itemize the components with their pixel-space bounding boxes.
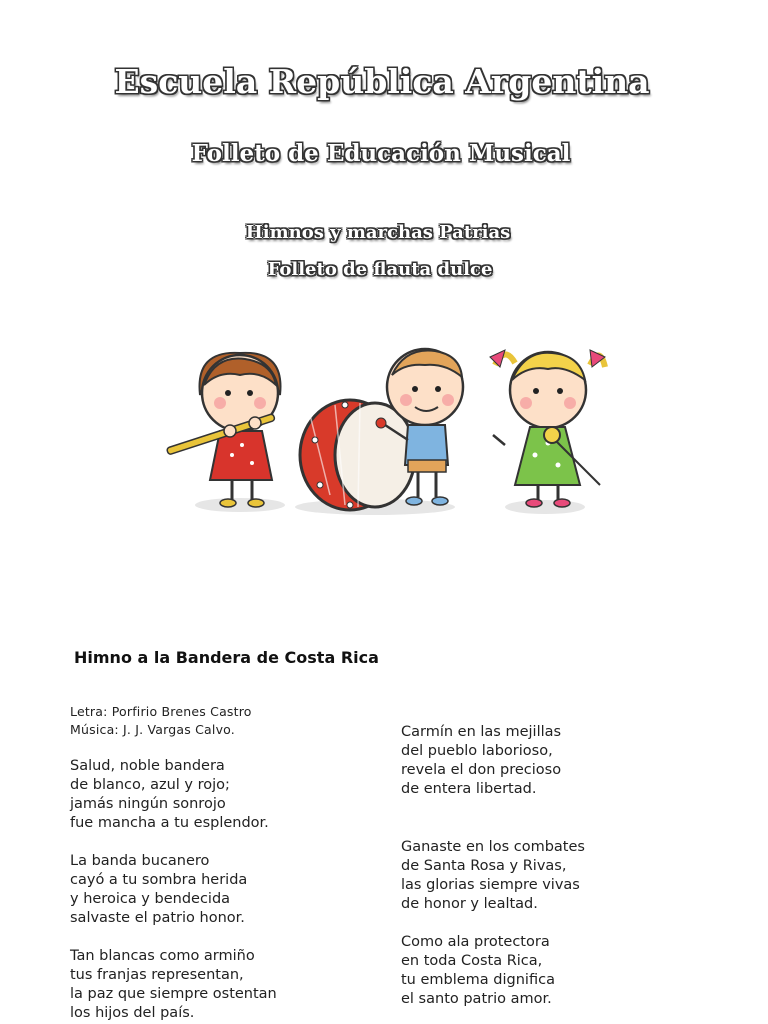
verse-line: de blanco, azul y rojo;: [70, 777, 230, 793]
verse-line: de entera libertad.: [401, 781, 537, 797]
lyrics-credit: Letra: Porfirio Brenes Castro: [70, 704, 252, 719]
verse-line: Tan blancas como armiño: [70, 948, 255, 964]
verse-line: en toda Costa Rica,: [401, 953, 543, 969]
verse-line: de Santa Rosa y Rivas,: [401, 858, 567, 874]
stanza-1: [70, 757, 269, 833]
verse-line: los hijos del país.: [70, 1005, 195, 1021]
girl-singing: [490, 350, 605, 507]
verse-line: del pueblo laborioso,: [401, 743, 553, 759]
verse-line: jamás ningún sonrojo: [70, 796, 226, 812]
verse-line: Ganaste en los combates: [401, 839, 585, 855]
stanza-2: [70, 852, 247, 928]
stanza-3: [70, 947, 277, 1023]
verse-line: revela el don precioso: [401, 762, 562, 778]
verse-line: tu emblema dignifica: [401, 972, 555, 988]
verse-line: la paz que siempre ostentan: [70, 986, 277, 1002]
booklet-title: Folleto de Educación Musical: [191, 140, 571, 167]
music-credit: Música: J. J. Vargas Calvo.: [70, 722, 235, 737]
verse-line: tus franjas representan,: [70, 967, 244, 983]
verse-line: el santo patrio amor.: [401, 991, 552, 1007]
verse-line: salvaste el patrio honor.: [70, 910, 245, 926]
stanza-6: [401, 933, 555, 1009]
verse-line: Salud, noble bandera: [70, 758, 225, 774]
verse-line: y heroica y bendecida: [70, 891, 231, 907]
verse-line: Como ala protectora: [401, 934, 550, 950]
verse-line: fue mancha a tu esplendor.: [70, 815, 269, 831]
verse-line: cayó a tu sombra herida: [70, 872, 248, 888]
anthem-title: Himno a la Bandera de Costa Rica: [74, 648, 379, 667]
verse-line: Carmín en las mejillas: [401, 724, 562, 740]
subtitle-hymns: Himnos y marchas Patrias: [245, 222, 511, 243]
stanza-5: [401, 838, 585, 914]
verse-line: La banda bucanero: [70, 853, 210, 869]
verse-line: de honor y lealtad.: [401, 896, 538, 912]
girl-with-flute: [166, 353, 280, 507]
school-title: Escuela República Argentina: [114, 62, 650, 101]
children-playing-music-illustration: [160, 345, 610, 520]
verse-line: las glorias siempre vivas: [401, 877, 580, 893]
stanza-4: [401, 723, 561, 799]
subtitle-flute: Folleto de flauta dulce: [267, 259, 493, 280]
drum: [300, 400, 415, 510]
